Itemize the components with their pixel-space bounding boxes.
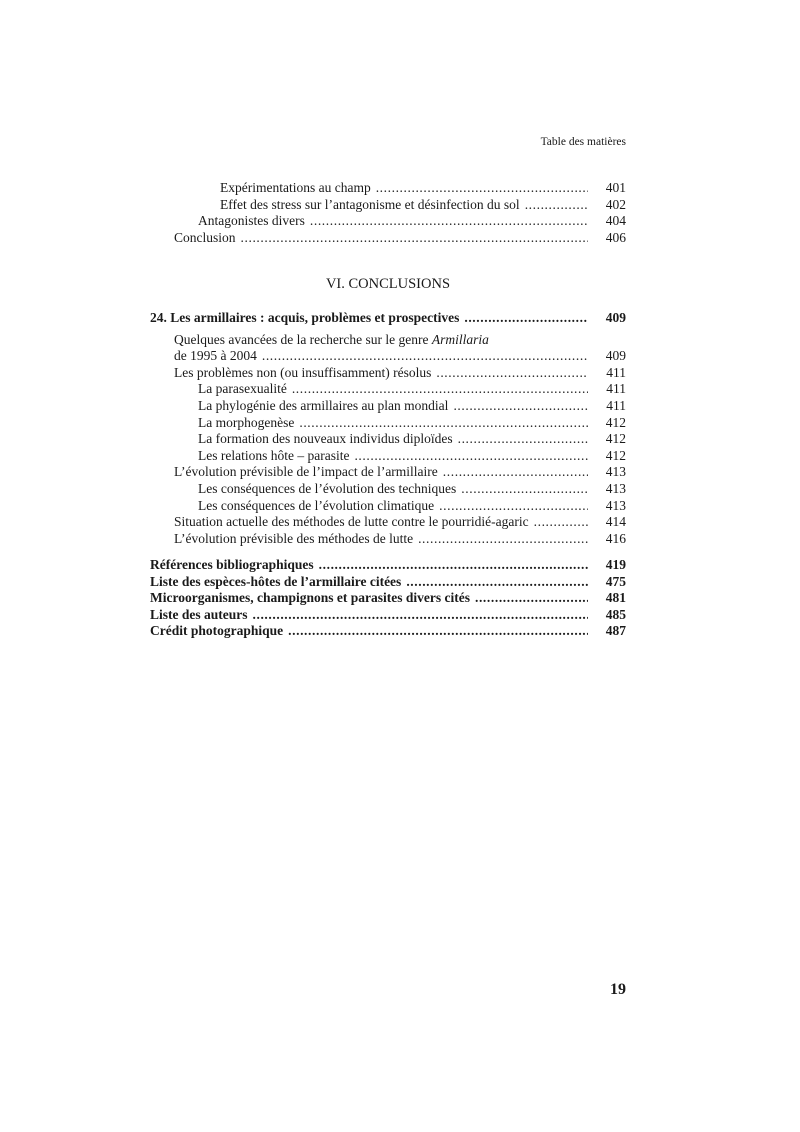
toc-entry[interactable]	[150, 415, 626, 432]
toc-entry-text: 24. Les armillaires : acquis, problèmes et prospectives	[150, 310, 460, 325]
dot-leader	[461, 481, 588, 498]
toc-entry-text: La phylogénie des armillaires au plan mondial	[198, 397, 449, 413]
toc-entry-page: 413	[605, 497, 626, 513]
toc-entry-page: 409	[605, 310, 626, 325]
toc-entry-text: Liste des espèces-hôtes de l’armillaire citées	[150, 573, 402, 589]
toc-block-continued	[150, 180, 626, 246]
toc-entry[interactable]	[150, 310, 626, 327]
toc-entry-text: Expérimentations au champ	[220, 180, 371, 195]
toc-entry[interactable]	[150, 531, 626, 548]
dot-leader	[453, 398, 588, 415]
toc-entry-text: Liste des auteurs	[150, 606, 248, 622]
toc-entry-title	[150, 623, 283, 640]
toc-entry[interactable]	[150, 398, 626, 415]
toc-entry-title	[198, 498, 434, 515]
toc-entry[interactable]	[150, 623, 626, 640]
toc-entry-title	[220, 180, 371, 197]
toc-entry-title	[174, 365, 431, 382]
running-head: Table des matières	[540, 136, 626, 148]
dot-leader	[464, 310, 588, 327]
toc-entry[interactable]	[150, 464, 626, 481]
toc-entry[interactable]	[150, 574, 626, 591]
toc-entry-title	[198, 448, 349, 465]
toc-entry[interactable]	[150, 607, 626, 624]
toc-entry-title	[198, 213, 305, 230]
toc-entry-title	[150, 310, 459, 327]
toc-entry-text: L’évolution prévisible de l’impact de l’armillaire	[174, 464, 438, 480]
dot-leader	[253, 607, 589, 624]
dot-leader	[288, 623, 588, 640]
dot-leader	[319, 557, 588, 574]
toc-block-appendices	[150, 557, 626, 640]
toc-entry-title	[174, 514, 529, 531]
toc-entry-page: 419	[605, 557, 626, 572]
toc-entry-title	[174, 531, 413, 548]
toc-entry-page: 412	[605, 447, 626, 463]
toc-entry-text: de 1995 à 2004	[174, 348, 257, 364]
toc-entry-title	[174, 230, 236, 247]
toc-entry[interactable]	[150, 557, 626, 574]
toc-entry-text: Effet des stress sur l’antagonisme et désinfection du sol	[220, 196, 520, 212]
dot-leader	[439, 498, 588, 515]
toc-block-chapter-24	[150, 310, 626, 547]
toc-entry[interactable]	[150, 498, 626, 515]
dot-leader	[534, 514, 588, 531]
toc-entry-title	[150, 590, 470, 607]
toc-entry[interactable]	[150, 481, 626, 498]
toc-entry[interactable]	[150, 230, 626, 247]
section-heading: VI. CONCLUSIONS	[325, 276, 451, 292]
toc-entry-page: 404	[605, 213, 626, 229]
page-number: 19	[610, 981, 626, 998]
toc-entry-page: 416	[605, 530, 626, 546]
dot-leader	[310, 213, 588, 230]
toc-entry-page: 414	[605, 514, 626, 530]
toc-entry-page: 411	[606, 364, 626, 380]
toc-entry[interactable]	[150, 365, 626, 382]
dot-leader	[406, 574, 588, 591]
toc-entry-title	[174, 332, 489, 349]
toc-entry-title	[150, 574, 401, 591]
toc-entry[interactable]	[150, 213, 626, 230]
toc-entry[interactable]	[150, 514, 626, 531]
toc-entry-text: Les conséquences de l’évolution des techniques	[198, 480, 457, 496]
dot-leader	[418, 531, 588, 548]
toc-entry[interactable]	[150, 381, 626, 398]
toc-entry-title	[198, 431, 453, 448]
toc-entry-title	[198, 381, 287, 398]
toc-entry[interactable]	[150, 590, 626, 607]
toc-entry[interactable]	[150, 431, 626, 448]
toc-entry-title	[150, 557, 314, 574]
toc-entry-page: 485	[605, 606, 626, 622]
toc-entry-text: Les conséquences de l’évolution climatique	[198, 497, 435, 513]
toc-entry-page: 475	[605, 573, 626, 589]
toc-entry-text: Crédit photographique	[150, 623, 284, 639]
toc-entry-text: La morphogenèse	[198, 414, 295, 430]
toc-entry-text: Situation actuelle des méthodes de lutte contre le pourridié-agaric	[174, 514, 529, 530]
toc-entry[interactable]	[150, 180, 626, 197]
toc-entry-page: 412	[605, 431, 626, 447]
toc-entry-text: La parasexualité	[198, 381, 287, 397]
toc-entry-text: L’évolution prévisible des méthodes de lutte	[174, 530, 414, 546]
toc-entry-text: Microorganismes, champignons et parasites divers cités	[150, 590, 470, 606]
toc-entry[interactable]	[150, 332, 626, 349]
toc-entry[interactable]	[150, 348, 626, 365]
toc-entry-page: 402	[605, 196, 626, 212]
toc-entry-page: 487	[605, 623, 626, 639]
toc-entry-title	[220, 197, 520, 214]
toc-entry-text: Les problèmes non (ou insuffisamment) résolus	[174, 364, 432, 380]
toc-entry-text: Conclusion	[174, 229, 236, 245]
toc-entry-page: 412	[605, 414, 626, 430]
toc-entry-text: Références bibliographiques	[150, 557, 314, 572]
toc-entry-title	[174, 348, 257, 365]
dot-leader	[376, 180, 588, 197]
toc-entry-italic: Armillaria	[431, 331, 489, 347]
toc-entry-text: Quelques avancées de la recherche sur le genre	[174, 331, 432, 347]
dot-leader	[443, 464, 588, 481]
toc-entry-text: Antagonistes divers	[198, 213, 305, 229]
toc-entry-title	[174, 464, 438, 481]
dot-leader	[458, 431, 588, 448]
toc-entry-page: 411	[606, 381, 626, 397]
dot-leader	[354, 448, 588, 465]
toc-entry[interactable]	[150, 448, 626, 465]
toc-entry-page: 409	[605, 348, 626, 364]
toc-entry-page: 401	[605, 180, 626, 195]
dot-leader	[241, 230, 588, 247]
dot-leader	[299, 415, 588, 432]
dot-leader	[525, 197, 588, 214]
toc-entry-title	[198, 415, 294, 432]
toc-entry-title	[150, 607, 248, 624]
toc-entry-page: 481	[605, 590, 626, 606]
dot-leader	[262, 348, 588, 365]
toc-entry-page: 411	[606, 397, 626, 413]
toc-entry-page: 413	[605, 464, 626, 480]
toc-entry-page: 413	[605, 480, 626, 496]
dot-leader	[436, 365, 588, 382]
toc-entry[interactable]	[150, 197, 626, 214]
toc-entry-text: La formation des nouveaux individus diploïdes	[198, 431, 453, 447]
toc-entry-page: 406	[605, 229, 626, 245]
dot-leader	[475, 590, 588, 607]
toc-entry-text: Les relations hôte – parasite	[198, 447, 350, 463]
dot-leader	[292, 381, 588, 398]
toc-entry-title	[198, 481, 456, 498]
toc-entry-title	[198, 398, 448, 415]
